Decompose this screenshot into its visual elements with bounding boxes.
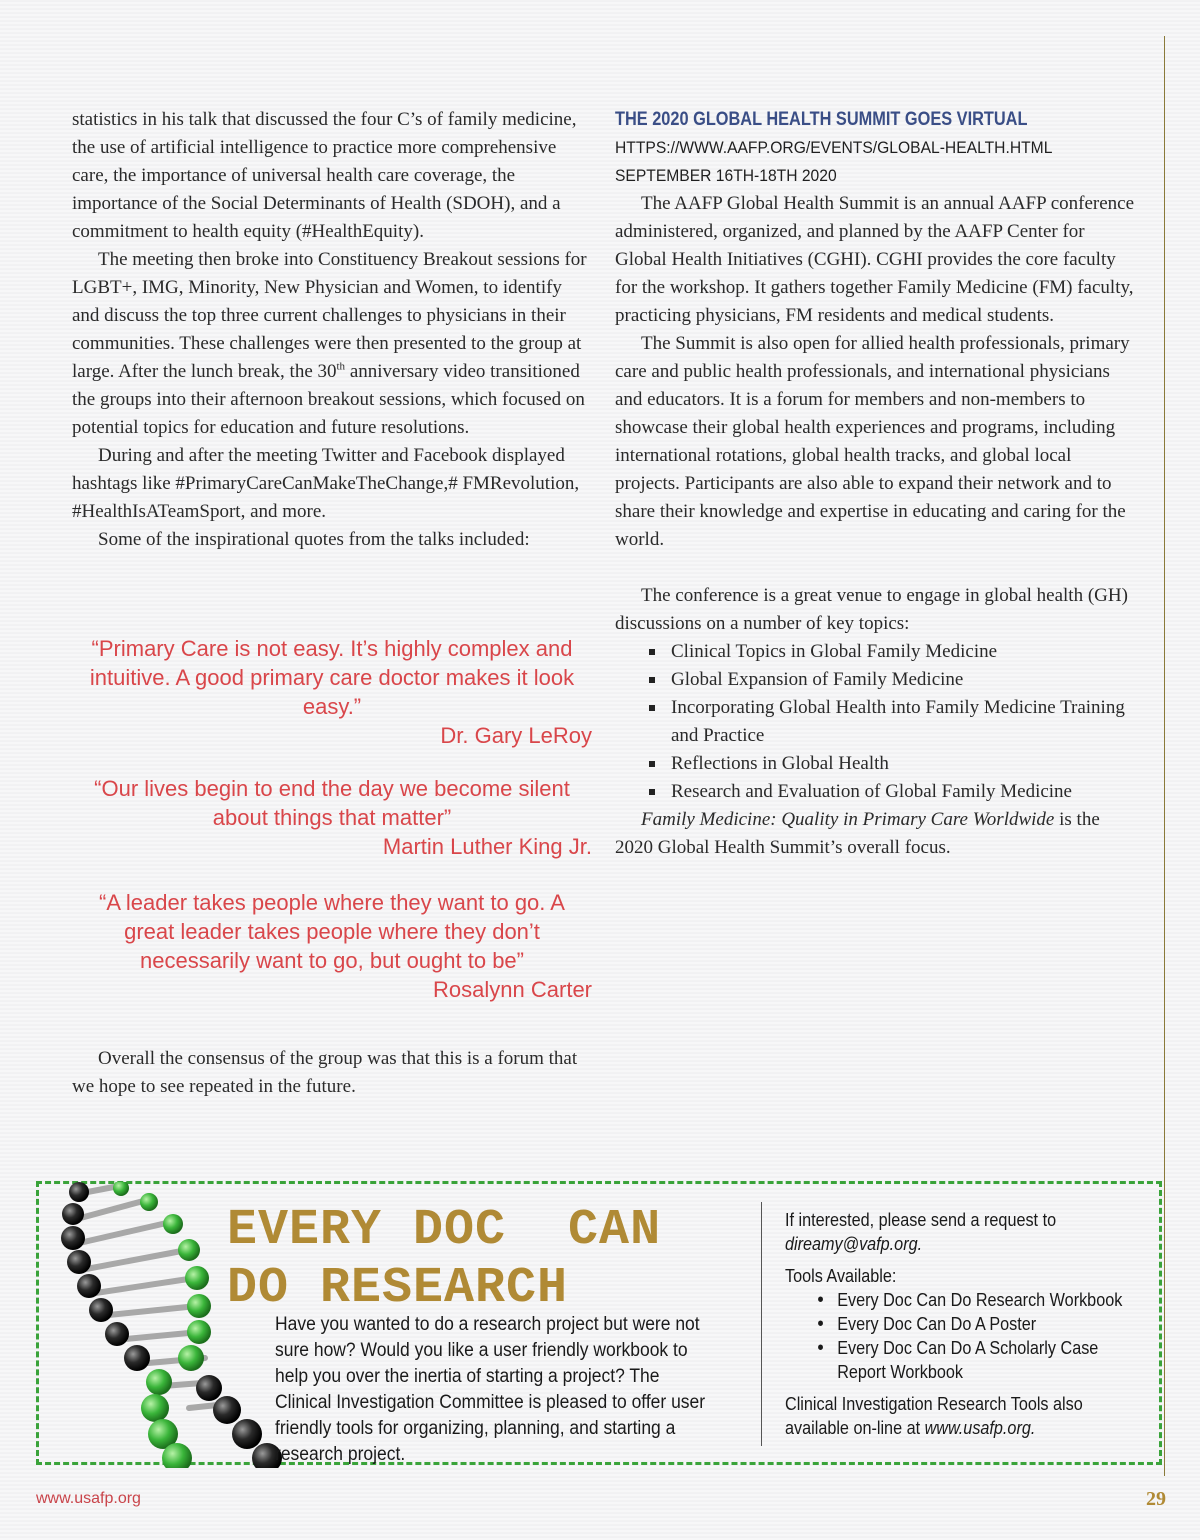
summit-focus — [615, 806, 1140, 862]
research-promo-box — [36, 1181, 1162, 1465]
focus-title: Family Medicine: Quality in Primary Care Worldwide — [641, 809, 1055, 830]
ordinal-suffix: th — [336, 360, 346, 373]
list-item: Research and Evaluation of Global Family Medicine — [649, 778, 1140, 806]
page-number: 29 — [1146, 1488, 1166, 1510]
left-paragraph-2-a: The meeting then broke into Constituency Breakout sessions for LGBT+, IMG, Minority, New Physician and Women, to identify and discuss the top three current challenges to physicians in their communities. These challenges were then presented to the group at large. After the lunch break, the 30 — [72, 249, 587, 382]
research-title: EVERY DOC CAN DO RESEARCH — [227, 1202, 662, 1317]
right-column — [615, 106, 1140, 862]
summit-url[interactable]: HTTPS://WWW.AAFP.ORG/EVENTS/GLOBAL-HEALTH.HTML — [615, 138, 1053, 157]
list-item: Reflections in Global Health — [649, 750, 1140, 778]
summit-dates: SEPTEMBER 16TH-18TH 2020 — [615, 166, 837, 185]
list-item: • Every Doc Can Do A Scholarly Case Report Workbook — [837, 1336, 1127, 1384]
summit-paragraph-1: The AAFP Global Health Summit is an annual AAFP conference administered, organized, and planned by the AAFP Center for Global Health Initiatives (CGHI). CGHI provides the core faculty for the workshop. It gathers together Family Medicine (FM) faculty, practicing physicians, FM residents and medical students. — [615, 193, 1135, 326]
left-paragraph-3: During and after the meeting Twitter and Facebook displayed hashtags like #PrimaryCareCanMakeTheChange,# FMRevolution, #HealthIsATeamSport, and more. — [72, 445, 580, 522]
list-item: Global Expansion of Family Medicine — [649, 666, 1140, 694]
research-sidebar — [785, 1208, 1127, 1440]
left-paragraph-1: statistics in his talk that discussed the four C’s of family medicine, the use of artificial intelligence to practice more comprehensive care, the importance of universal health care coverage, the importance of the Social Determinants of Health (SDOH), and a commitment to health equity (#HealthEquity). — [72, 109, 577, 242]
tools-list — [785, 1288, 1127, 1384]
research-description: Have you wanted to do a research project but were not sure how? Would you like a user friendly workbook to help you over the inertia of starting a project? The Clinical Investigation Committee is pleased to offer user friendly tools for organizing, planning, and starting a research project. — [275, 1314, 706, 1465]
online-url-link[interactable]: www.usafp.org. — [924, 1418, 1036, 1438]
page-edge-rule — [1164, 36, 1165, 1476]
contact-email[interactable]: direamy@vafp.org. — [785, 1234, 923, 1254]
quote-3 — [72, 888, 592, 1004]
left-paragraph-2-b: anniversary video transitioned the groups into their afternoon breakout sessions, which focused on potential topics for education and future resolutions. — [72, 361, 585, 438]
left-paragraph-2 — [72, 246, 592, 442]
topics-list — [615, 638, 1140, 806]
list-item: Incorporating Global Health into Family Medicine Training and Practice — [649, 694, 1140, 750]
closing-paragraph: Overall the consensus of the group was that this is a forum that we hope to see repeated in the future. — [72, 1048, 578, 1097]
box-divider — [761, 1202, 762, 1446]
quote-author: Rosalynn Carter — [433, 977, 592, 1002]
tools-label: Tools Available: — [785, 1266, 897, 1286]
summit-paragraph-3: The conference is a great venue to engage in global health (GH) discussions on a number of key topics: — [615, 585, 1128, 634]
summit-paragraph-2: The Summit is also open for allied health professionals, primary care and public health professionals, and international physicians and educators. It is a forum for members and non-members to showcase their global health experiences and programs, including international rotations, global health tracks, and global local projects. Participants are also able to expand their network and to share their knowledge and expertise in educating and caring for the world. — [615, 333, 1130, 550]
list-item: • Every Doc Can Do Research Workbook — [837, 1288, 1127, 1312]
summit-heading: THE 2020 GLOBAL HEALTH SUMMIT GOES VIRTUAL — [615, 109, 1028, 130]
online-text: Clinical Investigation Research Tools also available on-line at — [785, 1394, 1083, 1438]
request-text: If interested, please send a request to — [785, 1210, 1057, 1230]
quote-1 — [72, 634, 592, 750]
quote-text: “Our lives begin to end the day we become silent about things that matter” — [94, 776, 570, 830]
quote-author: Dr. Gary LeRoy — [440, 723, 592, 748]
list-item: • Every Doc Can Do A Poster — [837, 1312, 1127, 1336]
online-availability — [785, 1392, 1127, 1440]
footer-website-link[interactable]: www.usafp.org — [36, 1490, 141, 1507]
left-column — [72, 106, 592, 554]
focus-rest: is the 2020 Global Health Summit’s overall focus. — [615, 809, 1100, 858]
quote-2 — [72, 774, 592, 861]
quote-author: Martin Luther King Jr. — [382, 834, 592, 859]
list-item: Clinical Topics in Global Family Medicine — [649, 638, 1140, 666]
quote-text: “A leader takes people where they want to go. A great leader takes people where they don’t necessarily want to go, but ought to be” — [99, 890, 565, 973]
paragraph-gap — [615, 554, 1140, 582]
quote-text: “Primary Care is not easy. It’s highly complex and intuitive. A good primary care doctor makes it look easy.” — [89, 636, 575, 719]
left-paragraph-4: Some of the inspirational quotes from the talks included: — [98, 529, 530, 550]
